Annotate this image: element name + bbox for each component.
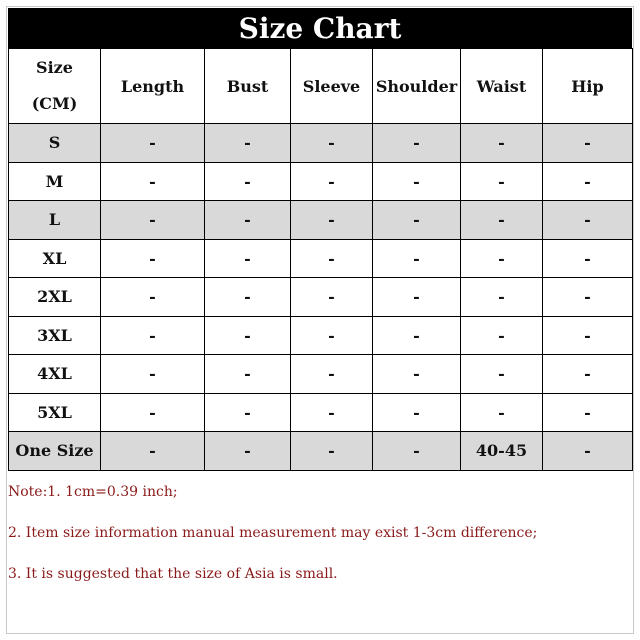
header-size-line1: Size xyxy=(36,58,73,77)
cell-bust: - xyxy=(205,278,291,317)
cell-bust: - xyxy=(205,162,291,201)
cell-waist: - xyxy=(461,162,543,201)
cell-sleeve: - xyxy=(291,239,373,278)
header-row xyxy=(9,49,633,124)
cell-hip: - xyxy=(543,124,633,163)
cell-bust: - xyxy=(205,316,291,355)
note-1: Note:1. 1cm=0.39 inch; xyxy=(8,484,178,500)
cell-sleeve: - xyxy=(291,316,373,355)
row-size-label: 2XL xyxy=(9,278,101,317)
cell-hip: - xyxy=(543,355,633,394)
row-size-label: 5XL xyxy=(9,393,101,432)
cell-length: - xyxy=(101,239,205,278)
cell-sleeve: - xyxy=(291,432,373,471)
cell-length: - xyxy=(101,278,205,317)
cell-sleeve: - xyxy=(291,124,373,163)
cell-hip: - xyxy=(543,432,633,471)
chart-title-bar xyxy=(8,8,632,48)
cell-length: - xyxy=(101,162,205,201)
header-shoulder: Shoulder xyxy=(373,49,461,124)
table-row xyxy=(9,239,633,278)
cell-hip: - xyxy=(543,393,633,432)
cell-bust: - xyxy=(205,201,291,240)
cell-waist: - xyxy=(461,316,543,355)
table-row xyxy=(9,201,633,240)
cell-length: - xyxy=(101,432,205,471)
cell-waist: - xyxy=(461,393,543,432)
table-row xyxy=(9,393,633,432)
cell-waist: 40-45 xyxy=(461,432,543,471)
note-3: 3. It is suggested that the size of Asia is small. xyxy=(8,566,338,582)
cell-sleeve: - xyxy=(291,393,373,432)
cell-shoulder: - xyxy=(373,162,461,201)
cell-length: - xyxy=(101,355,205,394)
cell-sleeve: - xyxy=(291,162,373,201)
header-sleeve: Sleeve xyxy=(291,49,373,124)
table-row xyxy=(9,162,633,201)
cell-waist: - xyxy=(461,124,543,163)
cell-bust: - xyxy=(205,124,291,163)
cell-shoulder: - xyxy=(373,201,461,240)
row-size-label: M xyxy=(9,162,101,201)
cell-sleeve: - xyxy=(291,355,373,394)
table-row xyxy=(9,355,633,394)
header-length: Length xyxy=(101,49,205,124)
cell-hip: - xyxy=(543,316,633,355)
cell-shoulder: - xyxy=(373,278,461,317)
row-size-label: 4XL xyxy=(9,355,101,394)
table-row xyxy=(9,316,633,355)
cell-shoulder: - xyxy=(373,355,461,394)
cell-shoulder: - xyxy=(373,393,461,432)
cell-shoulder: - xyxy=(373,124,461,163)
row-size-label: L xyxy=(9,201,101,240)
row-size-label: S xyxy=(9,124,101,163)
table-row xyxy=(9,432,633,471)
cell-waist: - xyxy=(461,355,543,394)
cell-length: - xyxy=(101,124,205,163)
cell-hip: - xyxy=(543,162,633,201)
row-size-label: XL xyxy=(9,239,101,278)
cell-shoulder: - xyxy=(373,316,461,355)
table-row xyxy=(9,124,633,163)
cell-hip: - xyxy=(543,201,633,240)
cell-sleeve: - xyxy=(291,278,373,317)
header-waist: Waist xyxy=(461,49,543,124)
cell-waist: - xyxy=(461,201,543,240)
cell-bust: - xyxy=(205,239,291,278)
header-size xyxy=(9,49,101,124)
cell-hip: - xyxy=(543,278,633,317)
chart-title: Size Chart xyxy=(238,11,402,45)
cell-length: - xyxy=(101,316,205,355)
cell-waist: - xyxy=(461,239,543,278)
table-row xyxy=(9,278,633,317)
cell-hip: - xyxy=(543,239,633,278)
table-body xyxy=(9,124,633,471)
size-table xyxy=(8,48,633,471)
row-size-label: One Size xyxy=(9,432,101,471)
cell-bust: - xyxy=(205,432,291,471)
cell-length: - xyxy=(101,393,205,432)
cell-length: - xyxy=(101,201,205,240)
cell-sleeve: - xyxy=(291,201,373,240)
cell-bust: - xyxy=(205,355,291,394)
header-size-line2: (CM) xyxy=(31,94,78,113)
cell-bust: - xyxy=(205,393,291,432)
cell-shoulder: - xyxy=(373,239,461,278)
row-size-label: 3XL xyxy=(9,316,101,355)
cell-shoulder: - xyxy=(373,432,461,471)
note-2: 2. Item size information manual measurement may exist 1-3cm difference; xyxy=(8,525,538,541)
cell-waist: - xyxy=(461,278,543,317)
header-bust: Bust xyxy=(205,49,291,124)
header-hip: Hip xyxy=(543,49,633,124)
